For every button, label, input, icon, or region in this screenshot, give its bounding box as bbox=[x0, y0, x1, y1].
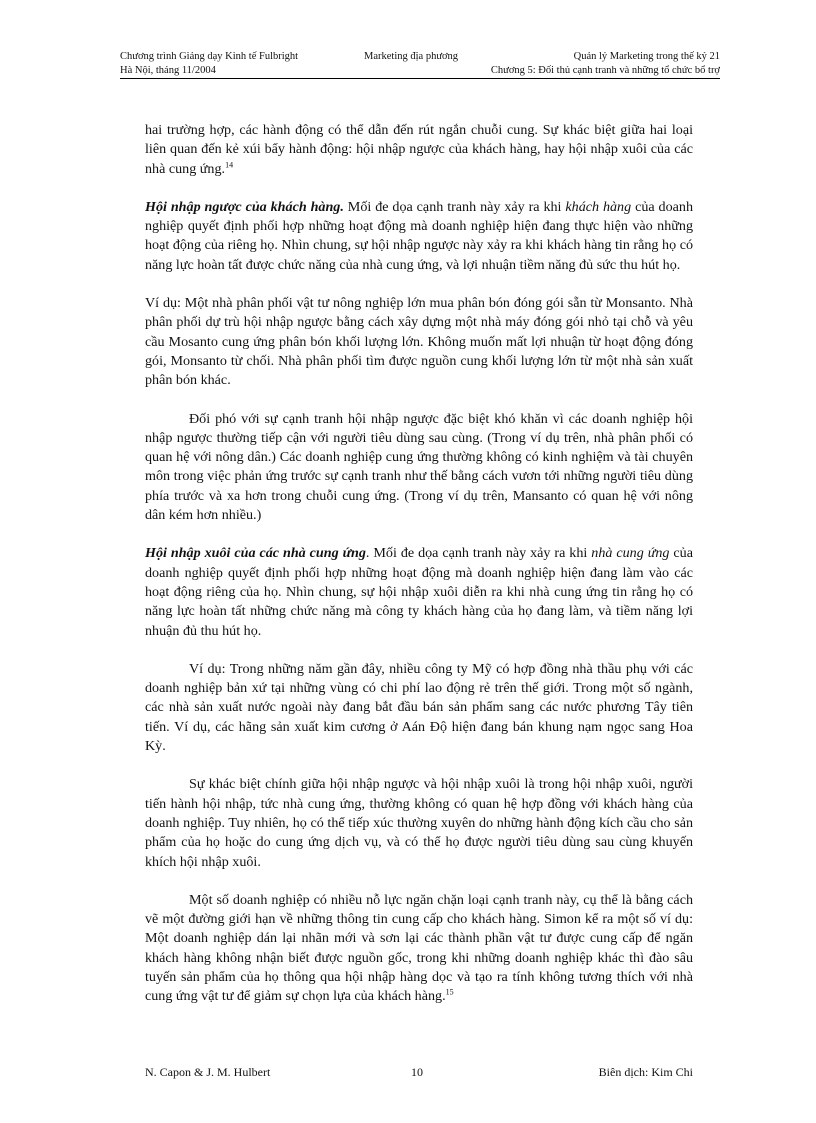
header-left bbox=[120, 50, 298, 78]
emphasis-nha-cung-ung: nhà cung ứng bbox=[591, 545, 670, 562]
footer-translator: Biên dịch: Kim Chi bbox=[598, 1065, 693, 1079]
paragraph-backward-response bbox=[145, 410, 693, 526]
paragraph-text: của doanh nghiệp quyết định phối hợp những hoạt động mà doanh nghiệp hiện đang thực hiện vào những hoạt động của riêng họ. Nhìn chung, sự hội nhập ngược này xảy ra khi khách hàng tin rằng họ có năng lực hoàn tất được chức năng của nhà cung ứng, và lợi nhuận tiềm năng đủ sức thu hút họ. bbox=[145, 198, 693, 273]
paragraph-text: của doanh nghiệp quyết định phối hợp những hoạt động mà doanh nghiệp hiện đang làm vào các hoạt động riêng của họ. Nhìn chung, sự hội nhập xuôi diễn ra khi nhà cung ứng tin rằng họ có năng lực hoàn tất những chức năng mà công ty khách hàng của họ đang làm, và tiềm năng lợi nhuận đủ thu hút họ. bbox=[145, 545, 693, 639]
footnote-ref-14: 14 bbox=[225, 159, 234, 169]
paragraph-example-subcontract bbox=[145, 660, 693, 756]
header-right bbox=[491, 50, 720, 78]
paragraph-text: Đối phó với sự cạnh tranh hội nhập ngược đặc biệt khó khăn vì các doanh nghiệp hội nhập ngược thường tiếp cận với người tiêu dùng sau cùng. (Trong ví dụ trên, nhà phân phối có quan hệ với nông dân.) Các doanh nghiệp cung ứng thường không có kinh nghiệm và tài chuyên môn trong việc phản ứng trước sự cạnh tranh như thế bằng cách vươn tới những người tiêu dùng phía trước và xa hơn trong chuỗi cung ứng. (Trong ví dụ trên, Mansanto có quan hệ với nông dân kém hơn nhiều.) bbox=[145, 410, 693, 524]
paragraph-1 bbox=[145, 121, 693, 179]
header-course: Marketing địa phương bbox=[364, 51, 459, 62]
document-body bbox=[145, 121, 693, 1026]
paragraph-main-difference bbox=[145, 775, 693, 871]
paragraph-text: Ví dụ: Một nhà phân phối vật tư nông nghiệp lớn mua phân bón đóng gói sẵn từ Monsanto. Nhà phân phối dự trù hội nhập ngược bằng cách xây dựng một nhà máy đóng gói nhỏ tại chỗ và yêu cầu Mosanto cung ứng phân bón khối lượng lớn. Không muốn mất lợi nhuận từ hoạt động đóng gói, Monsanto từ chối. Nhà phân phối tìm được nguồn cung khối lượng lớn từ một nhà sản xuất phân bón khác. bbox=[145, 295, 693, 389]
emphasis-khach-hang: khách hàng bbox=[565, 198, 632, 215]
paragraph-text: Ví dụ: Trong những năm gần đây, nhiều công ty Mỹ có hợp đồng nhà thầu phụ với các doanh nghiệp bản xứ tại những vùng có chi phí lao động rẻ trên thế giới. Trong một số ngành, các nhà sản xuất nước ngoài này đang bắt đầu bán sản phẩm sang các nước phương Tây tiên tiến. Ví dụ, các hãng sản xuất kim cương ở Aán Độ hiện đang bán khung nạm ngọc sang Hoa Kỳ. bbox=[145, 660, 693, 755]
paragraph-prevention bbox=[145, 891, 693, 1007]
paragraph-text: Mối đe dọa cạnh tranh này xảy ra khi bbox=[343, 198, 566, 215]
page-footer bbox=[145, 1065, 693, 1081]
header-book-title: Quản lý Marketing trong thế kỷ 21 bbox=[573, 51, 720, 62]
paragraph-text: Sự khác biệt chính giữa hội nhập ngược và hội nhập xuôi là trong hội nhập xuôi, người tiến hành hội nhập, tức nhà cung ứng, thường không có quan hệ hợp đồng với khách hàng của doanh nghiệp. Tuy nhiên, họ có thể tiếp xúc thường xuyên do những hành động kích cầu cho sản phẩm của họ hoặc do cung ứng dịch vụ, và có thể họ được người tiêu dùng sau cùng khuyến khích hội nhập xuôi. bbox=[145, 776, 693, 870]
page-header bbox=[120, 50, 720, 79]
section-lead-forward-integration: Hội nhập xuôi của các nhà cung ứng bbox=[145, 545, 366, 562]
page-number: 10 bbox=[411, 1065, 423, 1079]
paragraph-text: . Mối đe dọa cạnh tranh này xảy ra khi bbox=[365, 545, 592, 562]
paragraph-text: Một số doanh nghiệp có nhiều nỗ lực ngăn chặn loại cạnh tranh này, cụ thể là bằng cách vẽ một đường giới hạn về những thông tin cung cấp cho khách hàng. Simon kể ra một số ví dụ: Một doanh nghiệp dán lại nhãn mới và sơn lại các thành phần vật tư được cung cấp để ngăn khách hàng không nhận biết được nguồn gốc, trong khi những doanh nghiệp khác thì đào sâu tuyến sản phẩm của họ thông qua hội nhập hàng dọc và tạo ra tính không tương thích với nhà cung ứng vật tư để giảm sự chọn lựa của khách hàng. bbox=[145, 891, 693, 1005]
section-lead-backward-integration: Hội nhập ngược của khách hàng. bbox=[145, 198, 344, 215]
header-date: Hà Nội, tháng 11/2004 bbox=[120, 65, 216, 76]
paragraph-example-monsanto bbox=[145, 294, 693, 390]
footer-authors: N. Capon & J. M. Hulbert bbox=[145, 1065, 271, 1079]
paragraph-forward-integration bbox=[145, 544, 693, 640]
header-program: Chương trình Giảng dạy Kinh tế Fulbright bbox=[120, 51, 299, 62]
paragraph-text: hai trường hợp, các hành động có thể dẫn đến rút ngắn chuỗi cung. Sự khác biệt giữa hai loại liên quan đến kẻ xúi bẩy hành động: hội nhập ngược của khách hàng, hay hội nhập xuôi của các nhà cung ứng. bbox=[145, 122, 693, 177]
footnote-ref-15: 15 bbox=[445, 987, 454, 997]
paragraph-backward-integration bbox=[145, 198, 693, 275]
header-chapter: Chương 5: Đối thủ cạnh tranh và những tổ chức bổ trợ bbox=[490, 65, 720, 76]
